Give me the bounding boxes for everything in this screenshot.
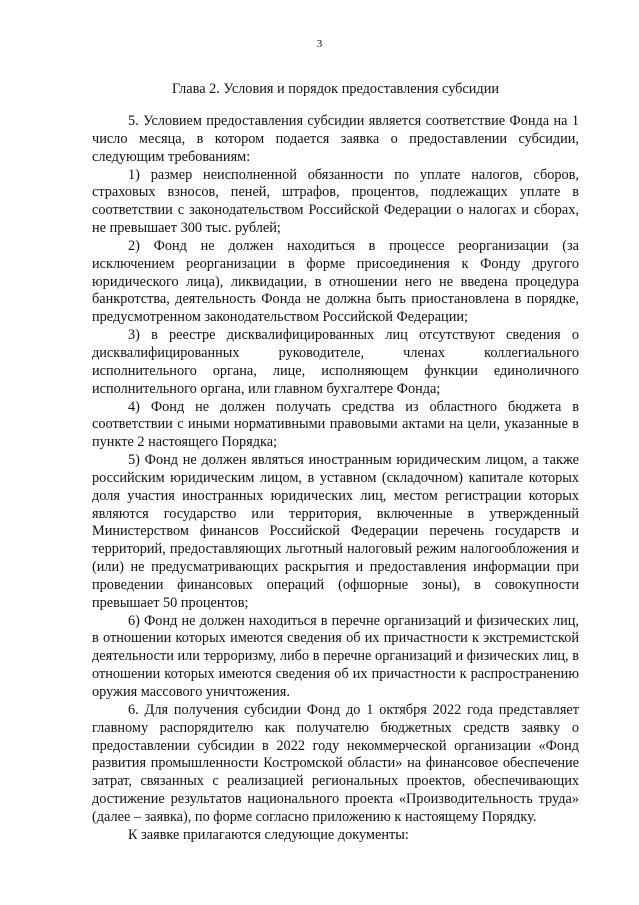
- document-body: [92, 113, 579, 845]
- paragraph-clause-5: 5. Условием предоставления субсидии является соответствие Фонда на 1 число месяца, в котором подается заявка о предоставлении субсидии, следующим требованиям:: [92, 113, 579, 165]
- chapter-heading: Глава 2. Условия и порядок предоставления субсидии: [171, 81, 500, 97]
- paragraph-requirement-4: 4) Фонд не должен получать средства из областного бюджета в соответствии с иными нормативными правовыми актами на цели, указанные в пункте 2 настоящего Порядка;: [92, 398, 579, 451]
- page-number: 3: [316, 38, 323, 50]
- paragraph-requirement-3: 3) в реестре дисквалифицированных лиц отсутствуют сведения о дисквалифицированных руководителе, членах коллегиального исполнительного органа, лице, исполняющем функции единоличного исполнительного органа, или главном бухгалтере Фонда;: [92, 327, 579, 397]
- paragraph-requirement-2: 2) Фонд не должен находиться в процессе реорганизации (за исключением реорганизации в форме присоединения к Фонду другого юридического лица), ликвидации, в отношении него не введена процедура банкротства, деятельность Фонда не должна быть приостановлена в порядке, предусмотренном законодательством Российской Федерации;: [92, 237, 579, 326]
- paragraph-requirement-5: 5) Фонд не должен являться иностранным юридическим лицом, а также российским юридическим лицом, в уставном (складочном) капитале которых доля участия иностранных юридических лиц, местом регистрации которых являются государство или территория, включенные в утвержденный Министерством финансов Российской Федерации перечень государств и территорий, предоставляющих льготный налоговый режим налогообложения и (или) не предусматривающих раскрытия и предоставления информации при проведении финансовых операций (офшорные зоны), в совокупности превышает 50 процентов;: [92, 452, 579, 611]
- paragraph-requirement-1: 1) размер неисполненной обязанности по уплате налогов, сборов, страховых взносов, пеней, штрафов, процентов, подлежащих уплате в соответствии с законодательством Российской Федерации о налогах и сборах, не превышает 300 тыс. рублей;: [92, 166, 579, 237]
- paragraph-clause-6: 6. Для получения субсидии Фонд до 1 октября 2022 года представляет главному распорядителю как получателю бюджетных средств заявку о предоставлении субсидии в 2022 году некоммерческой организации «Фонд развития промышленности Костромской области» на финансовое обеспечение затрат, связанных с реализацией региональных проектов, обеспечивающих достижение результатов национального проекта «Производительность труда» (далее – заявка), по форме согласно приложению к настоящему Порядку.: [92, 701, 579, 825]
- paragraph-requirement-6: 6) Фонд не должен находиться в перечне организаций и физических лиц, в отношении которых имеются сведения об их причастности к экстремистской деятельности или терроризму, либо в перечне организаций и физических лиц, в отношении которых имеются сведения об их причастности к распространению оружия массового уничтожения.: [92, 612, 579, 700]
- paragraph-attachments-intro: К заявке прилагаются следующие документы:: [128, 826, 409, 843]
